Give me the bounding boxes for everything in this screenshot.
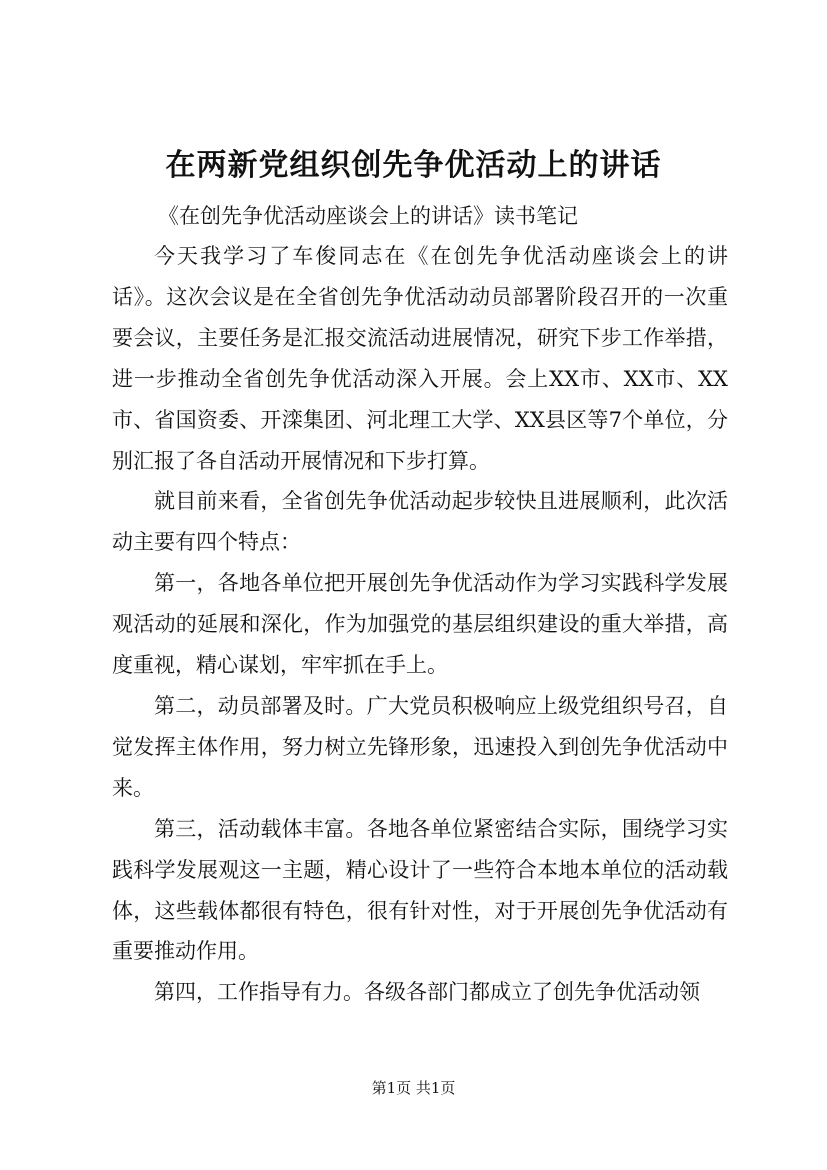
document-subtitle: 《在创先争优活动座谈会上的讲话》读书笔记: [158, 204, 578, 228]
document-title: 在两新党组织创先争优活动上的讲话: [165, 148, 662, 183]
document-body: [112, 236, 728, 1013]
paragraph: 第二，动员部署及时。广大党员积极响应上级党组织号召，自觉发挥主体作用，努力树立先锋形象，迅速投入到创先争优活动中来。: [112, 693, 728, 800]
page-footer: [0, 1078, 827, 1098]
paragraph: 第四，工作指导有力。各级各部门都成立了创先争优活动领: [154, 980, 700, 1005]
paragraph: 就目前来看，全省创先争优活动起步较快且进展顺利，此次活动主要有四个特点：: [112, 489, 728, 555]
page-number-label: 第1页 共1页: [371, 1079, 456, 1097]
paragraph: 第一，各地各单位把开展创先争优活动作为学习实践科学发展观活动的延展和深化，作为加强党的基层组织建设的重大举措，高度重视，精心谋划，牢牢抓在手上。: [112, 571, 728, 678]
paragraph: 第三，活动载体丰富。各地各单位紧密结合实际，围绕学习实践科学发展观这一主题，精心设计了一些符合本地本单位的活动载体，这些载体都很有特色，很有针对性，对于开展创先争优活动有重要推动作用。: [112, 816, 728, 964]
paragraph: 今天我学习了车俊同志在《在创先争优活动座谈会上的讲话》。这次会议是在全省创先争优活动动员部署阶段召开的一次重要会议，主要任务是汇报交流活动进展情况，研究下步工作举措，进一步推动全省创先争优活动深入开展。会上XX市、XX市、XX市、省国资委、开滦集团、河北理工大学、XX县区等7个单位，分别汇报了各自活动开展情况和下步打算。: [112, 244, 728, 473]
